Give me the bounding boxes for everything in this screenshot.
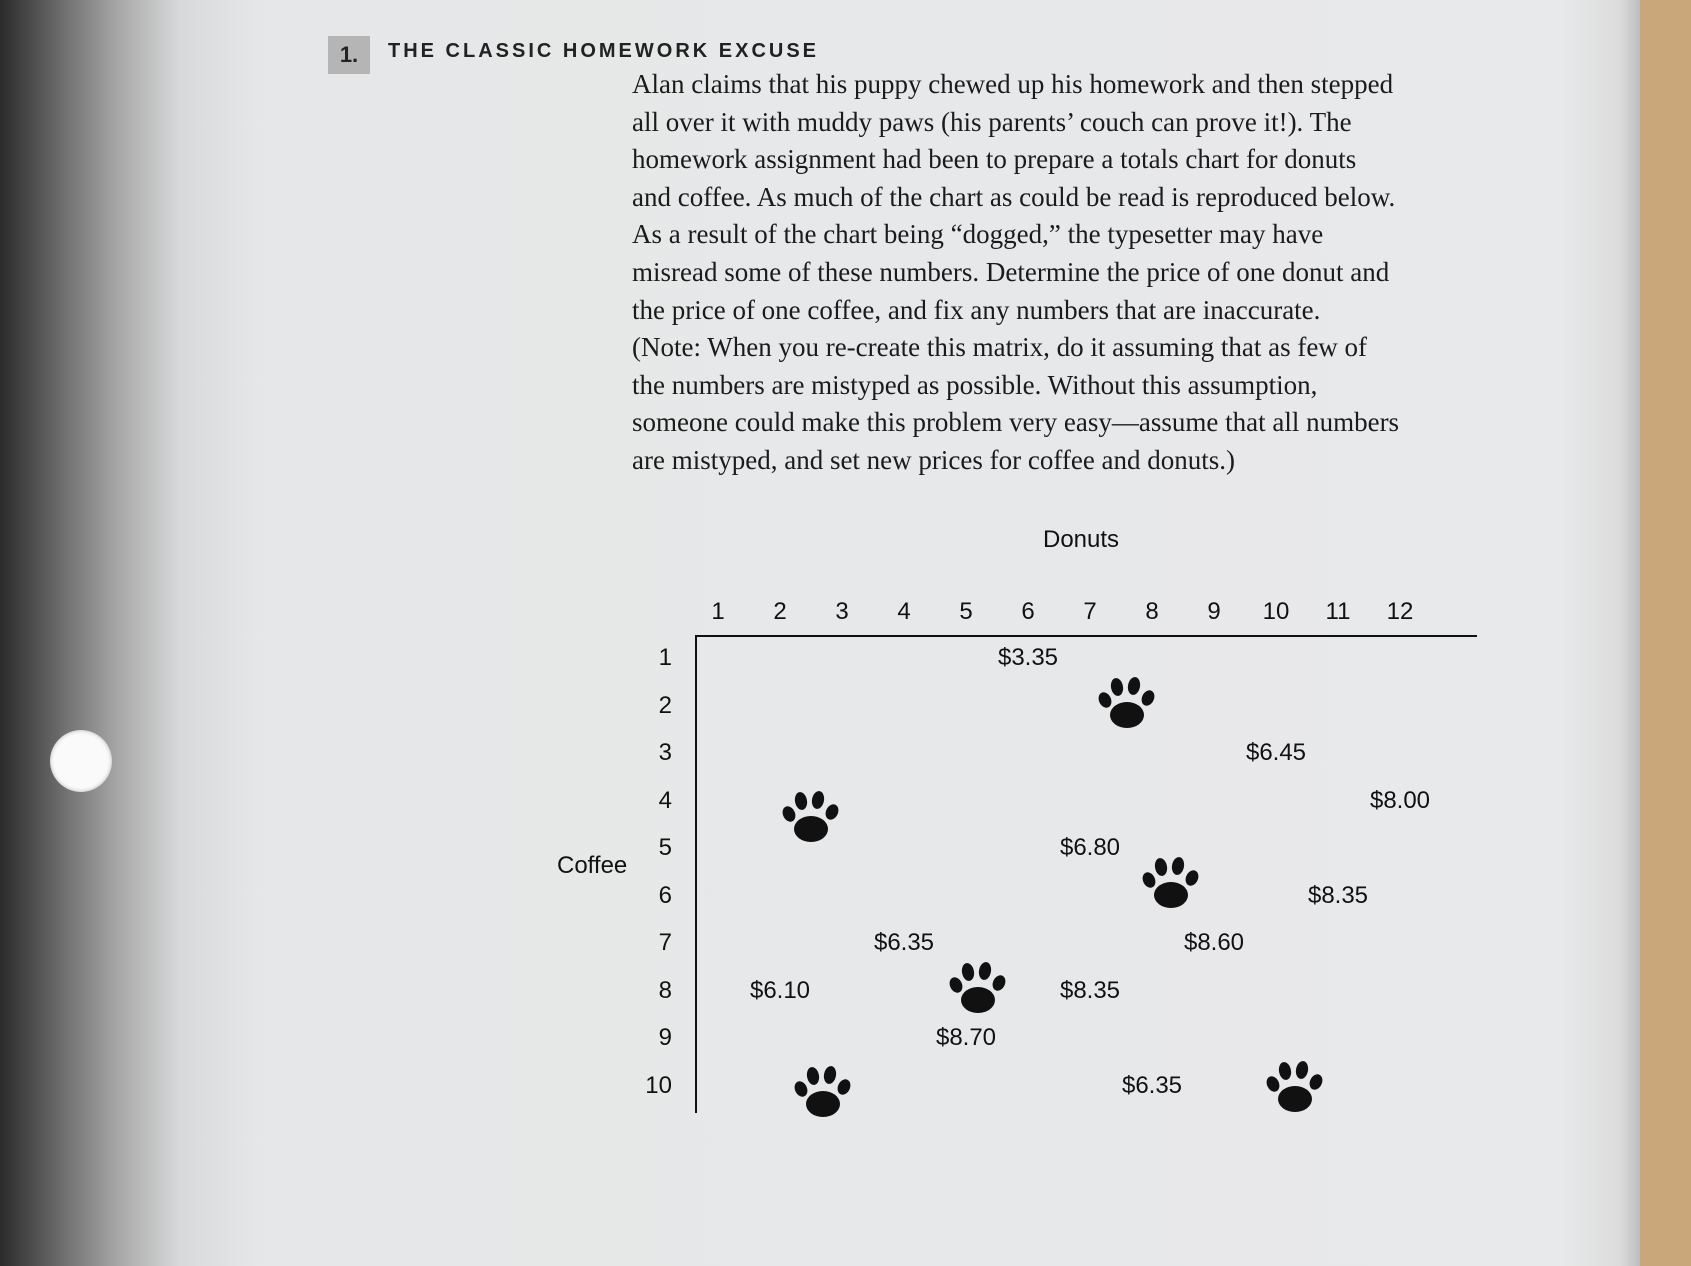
- problem-text-line: (Note: When you re-create this matrix, do it assuming that as few of: [632, 332, 1368, 363]
- donuts-tick-label: 8: [1145, 598, 1159, 625]
- coffee-tick-label: 3: [658, 739, 672, 766]
- problem-text-line: all over it with muddy paws (his parents’ couch can prove it!). The: [632, 106, 1352, 137]
- paw-print-icon: [780, 789, 842, 851]
- left-axis-line: [695, 635, 697, 1113]
- coffee-axis-label: Coffee: [557, 852, 628, 879]
- donuts-axis-label: Donuts: [1043, 526, 1120, 553]
- donuts-tick-label: 1: [711, 598, 725, 625]
- matrix-entry: $6.35: [873, 929, 935, 956]
- matrix-entry: $6.10: [749, 976, 811, 1004]
- coffee-tick-label: 6: [658, 881, 672, 909]
- problem-text-line: homework assignment had been to prepare a totals chart for donuts: [632, 144, 1357, 175]
- problem-text-line: are mistyped, and set new prices for coffee and donuts.): [632, 444, 1236, 475]
- paw-print-icon: [1264, 1059, 1326, 1121]
- matrix-entry: $8.70: [935, 1024, 997, 1051]
- matrix-entry: $3.35: [997, 644, 1059, 671]
- matrix-entry: $6.35: [1121, 1071, 1183, 1099]
- problem-text-line: Alan claims that his puppy chewed up his homework and then stepped: [632, 69, 1394, 99]
- matrix-entry: $6.45: [1245, 739, 1307, 766]
- donuts-tick-label: 3: [835, 598, 849, 625]
- donuts-tick-label: 6: [1021, 598, 1035, 625]
- matrix-entry: $8.00: [1369, 786, 1431, 814]
- donuts-tick-label: 9: [1207, 598, 1221, 625]
- matrix-entry: $8.60: [1183, 929, 1245, 956]
- coffee-tick-label: 5: [658, 834, 672, 861]
- problem-number: 1.: [328, 36, 370, 74]
- problem-text-line: the numbers are mistyped as possible. Without this assumption,: [632, 369, 1318, 400]
- coffee-tick-label: 8: [658, 976, 672, 1004]
- binder-hole: [50, 730, 112, 792]
- problem-text: [632, 66, 1492, 480]
- problem-title: THE CLASSIC HOMEWORK EXCUSE: [388, 40, 820, 62]
- donuts-tick-label: 7: [1083, 598, 1097, 625]
- matrix-entry: $8.35: [1307, 881, 1369, 909]
- donuts-tick-label: 5: [959, 598, 973, 625]
- problem-text-line: As a result of the chart being “dogged,” the typesetter may have: [632, 219, 1324, 250]
- paw-print-icon: [1140, 855, 1202, 917]
- problem-text-line: the price of one coffee, and fix any numbers that are inaccurate.: [632, 294, 1321, 325]
- coffee-tick-label: 10: [645, 1071, 672, 1099]
- coffee-tick-label: 7: [658, 929, 672, 956]
- paw-print-icon: [947, 960, 1009, 1022]
- donuts-tick-label: 12: [1386, 598, 1414, 625]
- matrix-entry: $8.35: [1059, 976, 1121, 1004]
- problem-text-line: and coffee. As much of the chart as could be read is reproduced below.: [632, 181, 1396, 212]
- paw-print-icon: [792, 1064, 854, 1126]
- coffee-tick-label: 1: [658, 644, 672, 671]
- coffee-tick-label: 9: [658, 1024, 672, 1051]
- donuts-tick-label: 10: [1262, 598, 1290, 625]
- problem-text-line: misread some of these numbers. Determine the price of one donut and: [632, 256, 1390, 287]
- top-axis-line: [697, 635, 1477, 637]
- coffee-tick-label: 2: [658, 691, 672, 719]
- matrix-entry: $6.80: [1059, 834, 1121, 861]
- coffee-tick-label: 4: [658, 786, 672, 814]
- donuts-tick-label: 2: [773, 598, 787, 625]
- donuts-tick-label: 4: [897, 598, 911, 625]
- donuts-tick-label: 11: [1325, 598, 1351, 625]
- problem-text-line: someone could make this problem very easy—assume that all numbers: [632, 407, 1400, 438]
- paw-print-icon: [1096, 675, 1158, 737]
